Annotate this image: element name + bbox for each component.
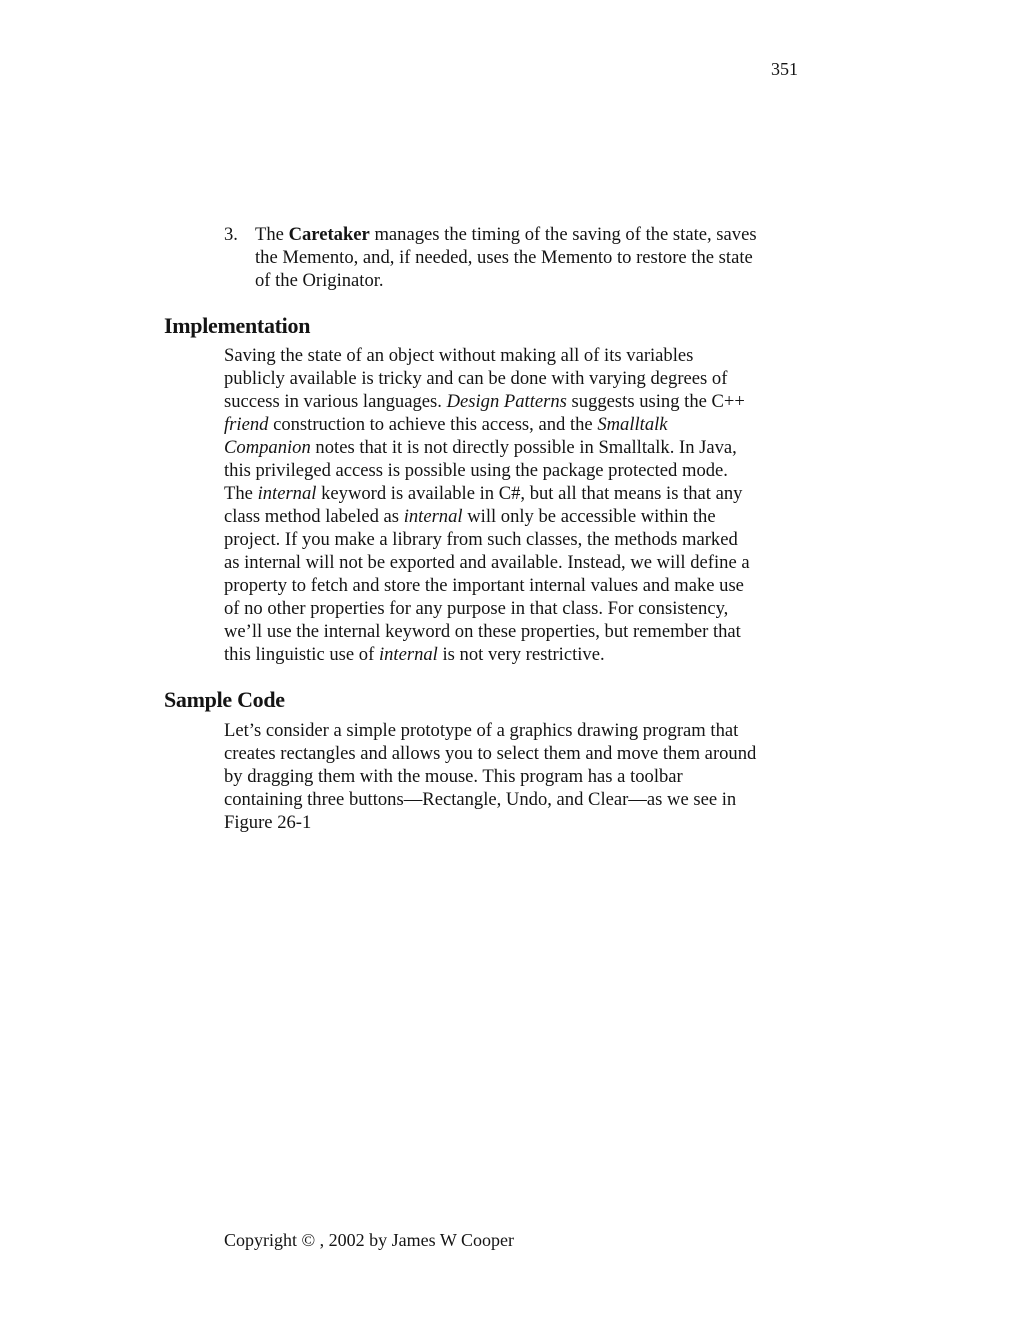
- text-run: project. If you make a library from such classes, the methods marked: [224, 529, 738, 550]
- list-item-line: of the Originator.: [255, 269, 384, 291]
- text-run: Figure 26-1: [224, 812, 312, 833]
- text-run: will only be accessible within the: [462, 506, 716, 527]
- page-number: 351: [771, 59, 798, 79]
- text-line: [224, 551, 814, 574]
- text-line: [224, 811, 814, 834]
- text-line: [224, 413, 814, 436]
- list-item-number: 3.: [224, 224, 238, 245]
- text-line: [224, 505, 814, 528]
- text-line: [224, 344, 814, 367]
- text-line: [224, 528, 814, 551]
- text-run: publicly available is tricky and can be done with varying degrees of: [224, 368, 728, 389]
- text-run: this privileged access is possible using the package protected mode.: [224, 460, 728, 481]
- text-run: notes that it is not directly possible in Smalltalk. In Java,: [310, 437, 737, 458]
- italic-term: internal: [378, 644, 438, 665]
- text-line: [224, 719, 814, 742]
- text-run: class method labeled as: [224, 506, 404, 527]
- text-line: [224, 765, 814, 788]
- text-run: we’ll use the internal keyword on these properties, but remember that: [224, 621, 741, 642]
- copyright-footer: Copyright © , 2002 by James W Cooper: [224, 1230, 514, 1250]
- text-run: of no other properties for any purpose in that class. For consistency,: [224, 598, 729, 619]
- list-item-text: manages the timing of the saving of the state, saves: [374, 224, 757, 245]
- text-line: [224, 620, 814, 643]
- italic-term: internal: [257, 483, 317, 504]
- text-line: [224, 574, 814, 597]
- text-run: is not very restrictive.: [437, 644, 605, 665]
- text-line: [224, 597, 814, 620]
- text-line: [224, 436, 814, 459]
- text-run: keyword is available in C#, but all that means is that any: [316, 483, 743, 504]
- italic-term: internal: [403, 506, 463, 527]
- text-line: [224, 482, 814, 505]
- text-run: this linguistic use of: [224, 644, 379, 665]
- text-run: property to fetch and store the important internal values and make use: [224, 575, 744, 596]
- list-item-line: the Memento, and, if needed, uses the Memento to restore the state: [255, 246, 753, 268]
- text-line: [224, 459, 814, 482]
- text-line: [224, 788, 814, 811]
- text-run: Saving the state of an object without making all of its variables: [224, 345, 694, 366]
- text-run: by dragging them with the mouse. This program has a toolbar: [224, 766, 683, 787]
- text-run: The: [224, 483, 258, 504]
- text-line: [224, 390, 814, 413]
- implementation-heading: Implementation: [164, 313, 311, 338]
- list-item-body: [255, 224, 814, 292]
- sample-code-heading: Sample Code: [164, 687, 285, 712]
- text-run: construction to achieve this access, and the: [268, 414, 598, 435]
- text-line: [224, 367, 814, 390]
- list-item-line: [255, 224, 814, 247]
- italic-term: friend: [224, 414, 269, 435]
- sample-code-paragraph: [224, 719, 814, 834]
- italic-term: Smalltalk: [597, 414, 668, 435]
- text-run: suggests using the C++: [566, 391, 745, 412]
- text-run: as internal will not be exported and available. Instead, we will define a: [224, 552, 750, 573]
- list-item-text: The: [255, 224, 284, 245]
- text-run: containing three buttons—Rectangle, Undo, and Clear—as we see in: [224, 789, 737, 810]
- list-item: [224, 224, 814, 292]
- text-run: success in various languages.: [224, 391, 447, 412]
- text-line: [224, 742, 814, 765]
- text-run: creates rectangles and allows you to select them and move them around: [224, 743, 757, 764]
- caretaker-term: Caretaker: [288, 224, 370, 245]
- implementation-paragraph: [224, 344, 814, 666]
- text-line: [224, 643, 814, 666]
- text-run: Let’s consider a simple prototype of a graphics drawing program that: [224, 720, 739, 741]
- italic-term: Design Patterns: [446, 391, 567, 412]
- italic-term: Companion: [224, 437, 311, 458]
